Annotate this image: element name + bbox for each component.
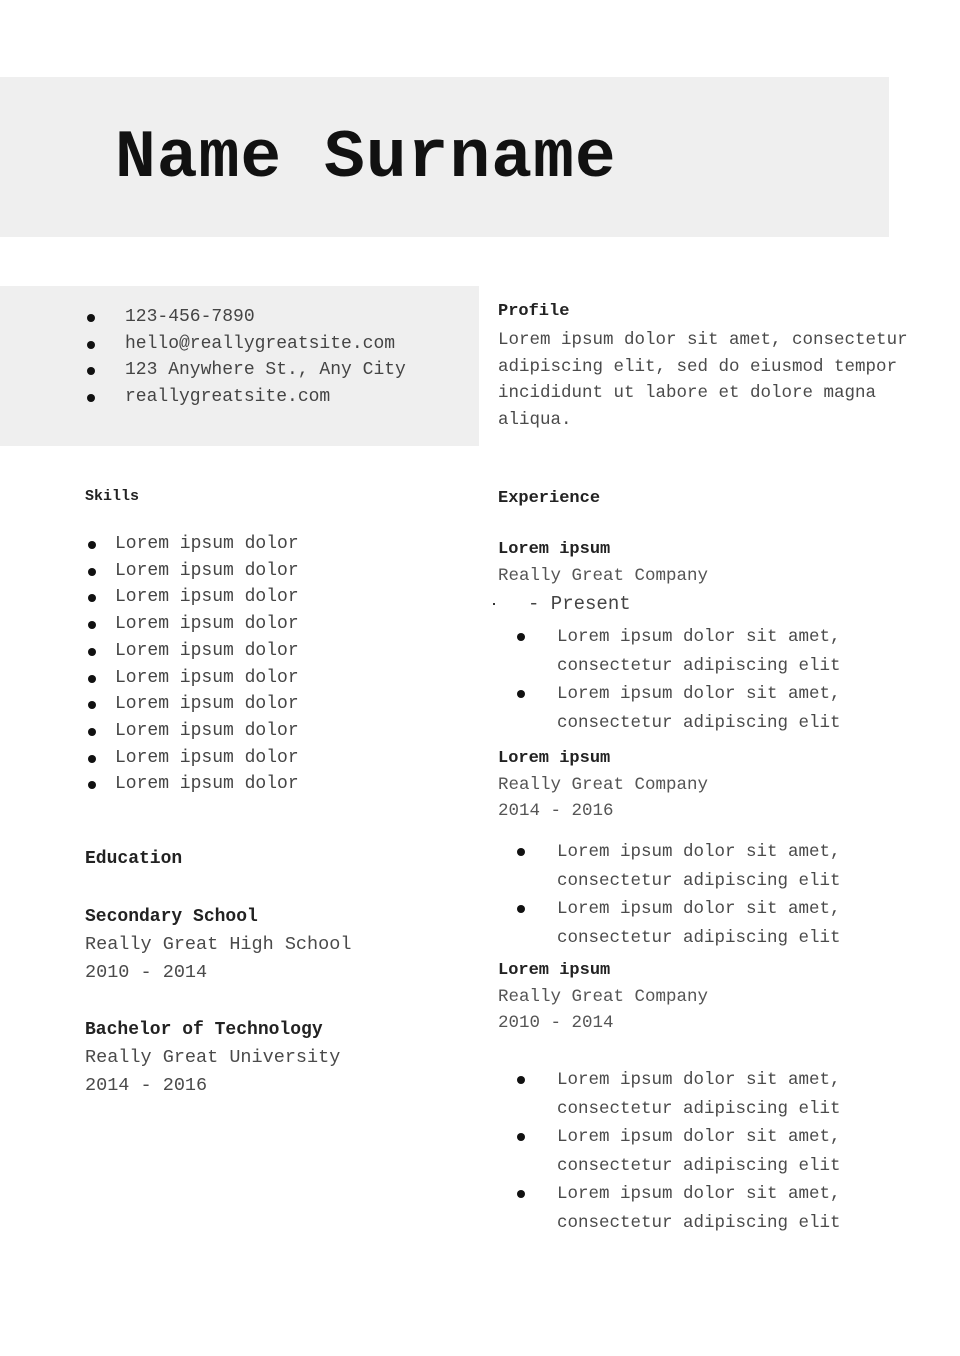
- education-heading: Education: [85, 849, 183, 869]
- job-dates-text: - Present: [528, 593, 631, 615]
- skill-item: Lorem ipsum dolor: [86, 558, 299, 585]
- skill-item: Lorem ipsum dolor: [86, 611, 299, 638]
- skill-item: Lorem ipsum dolor: [86, 665, 299, 692]
- education-entry: [85, 903, 351, 987]
- contact-email: hello@reallygreatsite.com: [84, 331, 464, 358]
- education-dates: 2010 - 2014: [85, 962, 208, 983]
- education-entry: [85, 1016, 340, 1100]
- job-bullet: Lorem ipsum dolor sit amet, consectetur adipiscing elit: [498, 1180, 898, 1237]
- job-bullet: Lorem ipsum dolor sit amet, consectetur adipiscing elit: [498, 1123, 898, 1180]
- job-bullets: [498, 838, 918, 952]
- profile-text: Lorem ipsum dolor sit amet, consectetur adipiscing elit, sed do eiusmod tempor incididunt ut labore et dolore magna aliqua.: [498, 330, 908, 430]
- job-company: Really Great Company: [498, 566, 709, 586]
- experience-entry: [498, 746, 918, 952]
- job-bullet: Lorem ipsum dolor sit amet, consectetur adipiscing elit: [498, 680, 898, 737]
- contact-list: [84, 304, 464, 410]
- skill-item: Lorem ipsum dolor: [86, 771, 299, 798]
- job-bullet: Lorem ipsum dolor sit amet, consectetur adipiscing elit: [498, 895, 898, 952]
- skill-item: Lorem ipsum dolor: [86, 531, 299, 558]
- contact-phone: 123-456-7890: [84, 304, 464, 331]
- stray-dot: [493, 603, 495, 605]
- job-company: Really Great Company: [498, 775, 709, 795]
- job-company: Really Great Company: [498, 987, 709, 1007]
- profile-heading: Profile: [498, 302, 570, 321]
- experience-heading: Experience: [498, 489, 601, 508]
- experience-entry: [498, 958, 918, 1237]
- education-school: Really Great University: [85, 1047, 341, 1068]
- education-degree: Bachelor of Technology: [85, 1020, 323, 1040]
- job-bullets: [498, 623, 918, 737]
- skills-heading: Skills: [85, 488, 140, 505]
- skill-item: Lorem ipsum dolor: [86, 691, 299, 718]
- skills-list: [86, 531, 299, 798]
- job-role: Lorem ipsum: [498, 540, 611, 559]
- job-dates: 2014 - 2016: [498, 801, 614, 821]
- contact-address: 123 Anywhere St., Any City: [84, 357, 464, 384]
- job-bullets: [498, 1066, 918, 1237]
- job-bullet: Lorem ipsum dolor sit amet, consectetur adipiscing elit: [498, 623, 898, 680]
- experience-entry: [498, 537, 918, 737]
- job-bullet: Lorem ipsum dolor sit amet, consectetur adipiscing elit: [498, 1066, 898, 1123]
- job-role: Lorem ipsum: [498, 961, 611, 980]
- skill-item: Lorem ipsum dolor: [86, 584, 299, 611]
- skill-item: Lorem ipsum dolor: [86, 638, 299, 665]
- education-dates: 2014 - 2016: [85, 1075, 208, 1096]
- skill-item: Lorem ipsum dolor: [86, 718, 299, 745]
- skill-item: Lorem ipsum dolor: [86, 745, 299, 772]
- page-title: Name Surname: [115, 120, 617, 197]
- job-dates: 2010 - 2014: [498, 1013, 614, 1033]
- contact-website: reallygreatsite.com: [84, 384, 464, 411]
- job-role: Lorem ipsum: [498, 749, 611, 768]
- job-dates: [498, 589, 918, 619]
- education-school: Really Great High School: [85, 934, 352, 955]
- education-degree: Secondary School: [85, 907, 258, 927]
- job-bullet: Lorem ipsum dolor sit amet, consectetur adipiscing elit: [498, 838, 898, 895]
